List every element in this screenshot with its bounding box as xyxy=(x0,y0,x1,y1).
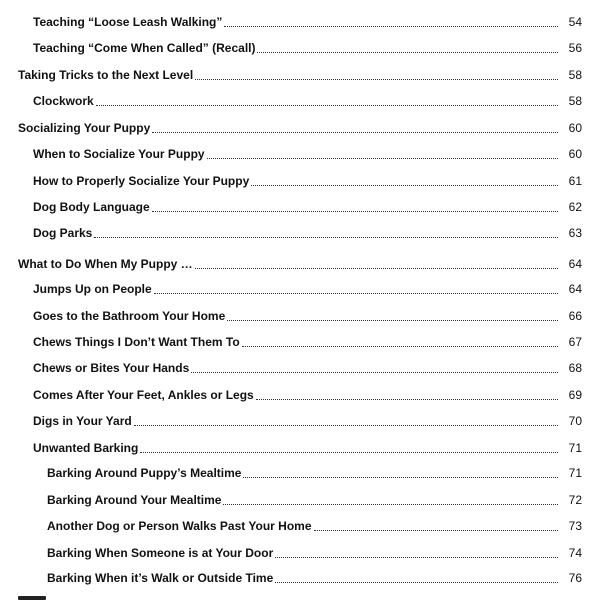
toc-entry[interactable] xyxy=(47,542,582,560)
dot-leader xyxy=(96,104,558,106)
toc-entry-title: Comes After Your Feet, Ankles or Legs xyxy=(33,388,254,402)
toc-entry-page: 71 xyxy=(568,466,582,480)
dot-leader xyxy=(257,51,558,53)
cut-off-next-entry xyxy=(18,591,58,600)
dot-leader xyxy=(195,78,558,80)
dot-leader xyxy=(152,131,558,133)
toc-entry-title: Another Dog or Person Walks Past Your Home xyxy=(47,519,312,533)
toc-entry[interactable] xyxy=(18,253,582,271)
dot-leader xyxy=(243,476,558,478)
toc-entry-page: 66 xyxy=(568,309,582,323)
toc-entry-title: When to Socialize Your Puppy xyxy=(33,147,205,161)
toc-entry-title: Unwanted Barking xyxy=(33,441,139,455)
dot-leader xyxy=(223,503,558,505)
dot-leader xyxy=(154,292,558,294)
toc-entry[interactable] xyxy=(47,489,582,507)
toc-entry[interactable] xyxy=(47,515,582,533)
toc-entry-page: 63 xyxy=(568,226,582,240)
dot-leader xyxy=(242,345,558,347)
toc-entry-title: Teaching “Come When Called” (Recall) xyxy=(33,41,256,55)
toc-entry[interactable] xyxy=(33,11,582,29)
toc-entry[interactable] xyxy=(33,357,582,375)
toc-entry[interactable] xyxy=(33,278,582,296)
toc-entry-page: 71 xyxy=(568,441,582,455)
dot-leader xyxy=(275,581,558,583)
dot-leader xyxy=(224,25,558,27)
toc-entry-page: 70 xyxy=(568,414,582,428)
toc-entry-page: 58 xyxy=(568,94,582,108)
toc-entry-page: 54 xyxy=(568,15,582,29)
toc-entry[interactable] xyxy=(33,384,582,402)
toc-entry-page: 61 xyxy=(568,174,582,188)
toc-entry[interactable] xyxy=(18,64,582,82)
toc-entry-title: Jumps Up on People xyxy=(33,282,152,296)
dot-leader xyxy=(94,236,558,238)
toc-entry[interactable] xyxy=(33,305,582,323)
toc-entry[interactable] xyxy=(33,410,582,428)
toc-entry-title: What to Do When My Puppy … xyxy=(18,257,193,271)
dot-leader xyxy=(275,556,558,558)
toc-entry[interactable] xyxy=(33,37,582,55)
toc-entry-page: 64 xyxy=(568,282,582,296)
toc-entry[interactable] xyxy=(47,462,582,480)
dot-leader xyxy=(207,157,558,159)
toc-entry-page: 62 xyxy=(568,200,582,214)
toc-entry[interactable] xyxy=(18,117,582,135)
toc-entry-title: Taking Tricks to the Next Level xyxy=(18,68,194,82)
toc-entry-page: 58 xyxy=(568,68,582,82)
toc-entry[interactable] xyxy=(33,331,582,349)
toc-entry[interactable] xyxy=(33,196,582,214)
toc-entry-page: 60 xyxy=(568,121,582,135)
toc-entry-page: 74 xyxy=(568,546,582,560)
toc-entry[interactable] xyxy=(33,90,582,108)
toc-entry-title: Barking Around Puppy’s Mealtime xyxy=(47,466,242,480)
toc-entry-page: 73 xyxy=(568,519,582,533)
dot-leader xyxy=(227,319,558,321)
toc-entry-title: Socializing Your Puppy xyxy=(18,121,151,135)
toc-entry-title: Goes to the Bathroom Your Home xyxy=(33,309,226,323)
dot-leader xyxy=(134,424,558,426)
toc-entry-title: Clockwork xyxy=(33,94,94,108)
toc-entry-title: Barking Around Your Mealtime xyxy=(47,493,222,507)
dot-leader xyxy=(152,210,558,212)
dot-leader xyxy=(191,371,558,373)
dot-leader xyxy=(251,184,558,186)
toc-entry-page: 68 xyxy=(568,361,582,375)
dot-leader xyxy=(195,267,558,269)
toc-entry-page: 72 xyxy=(568,493,582,507)
toc-entry[interactable] xyxy=(33,143,582,161)
toc-entry-title: Chews Things I Don’t Want Them To xyxy=(33,335,240,349)
toc-entry-title: Dog Parks xyxy=(33,226,93,240)
toc-entry[interactable] xyxy=(33,170,582,188)
dot-leader xyxy=(140,451,558,453)
toc-entry-page: 64 xyxy=(568,257,582,271)
dot-leader xyxy=(314,529,559,531)
toc-entry-title: Chews or Bites Your Hands xyxy=(33,361,190,375)
toc-entry-title: Teaching “Loose Leash Walking” xyxy=(33,15,223,29)
toc-entry-page: 69 xyxy=(568,388,582,402)
toc-entry-page: 76 xyxy=(568,571,582,585)
toc-entry[interactable] xyxy=(33,222,582,240)
toc-entry-page: 56 xyxy=(568,41,582,55)
toc-entry[interactable] xyxy=(33,437,582,455)
toc-entry-page: 60 xyxy=(568,147,582,161)
toc-entry-title: Digs in Your Yard xyxy=(33,414,132,428)
toc-entry-title: How to Properly Socialize Your Puppy xyxy=(33,174,250,188)
toc-entry-title: Barking When it’s Walk or Outside Time xyxy=(47,571,274,585)
toc-entry[interactable] xyxy=(47,567,582,585)
toc-entry-title: Barking When Someone is at Your Door xyxy=(47,546,274,560)
dot-leader xyxy=(256,398,558,400)
toc-entry-page: 67 xyxy=(568,335,582,349)
toc-entry-title: Dog Body Language xyxy=(33,200,150,214)
